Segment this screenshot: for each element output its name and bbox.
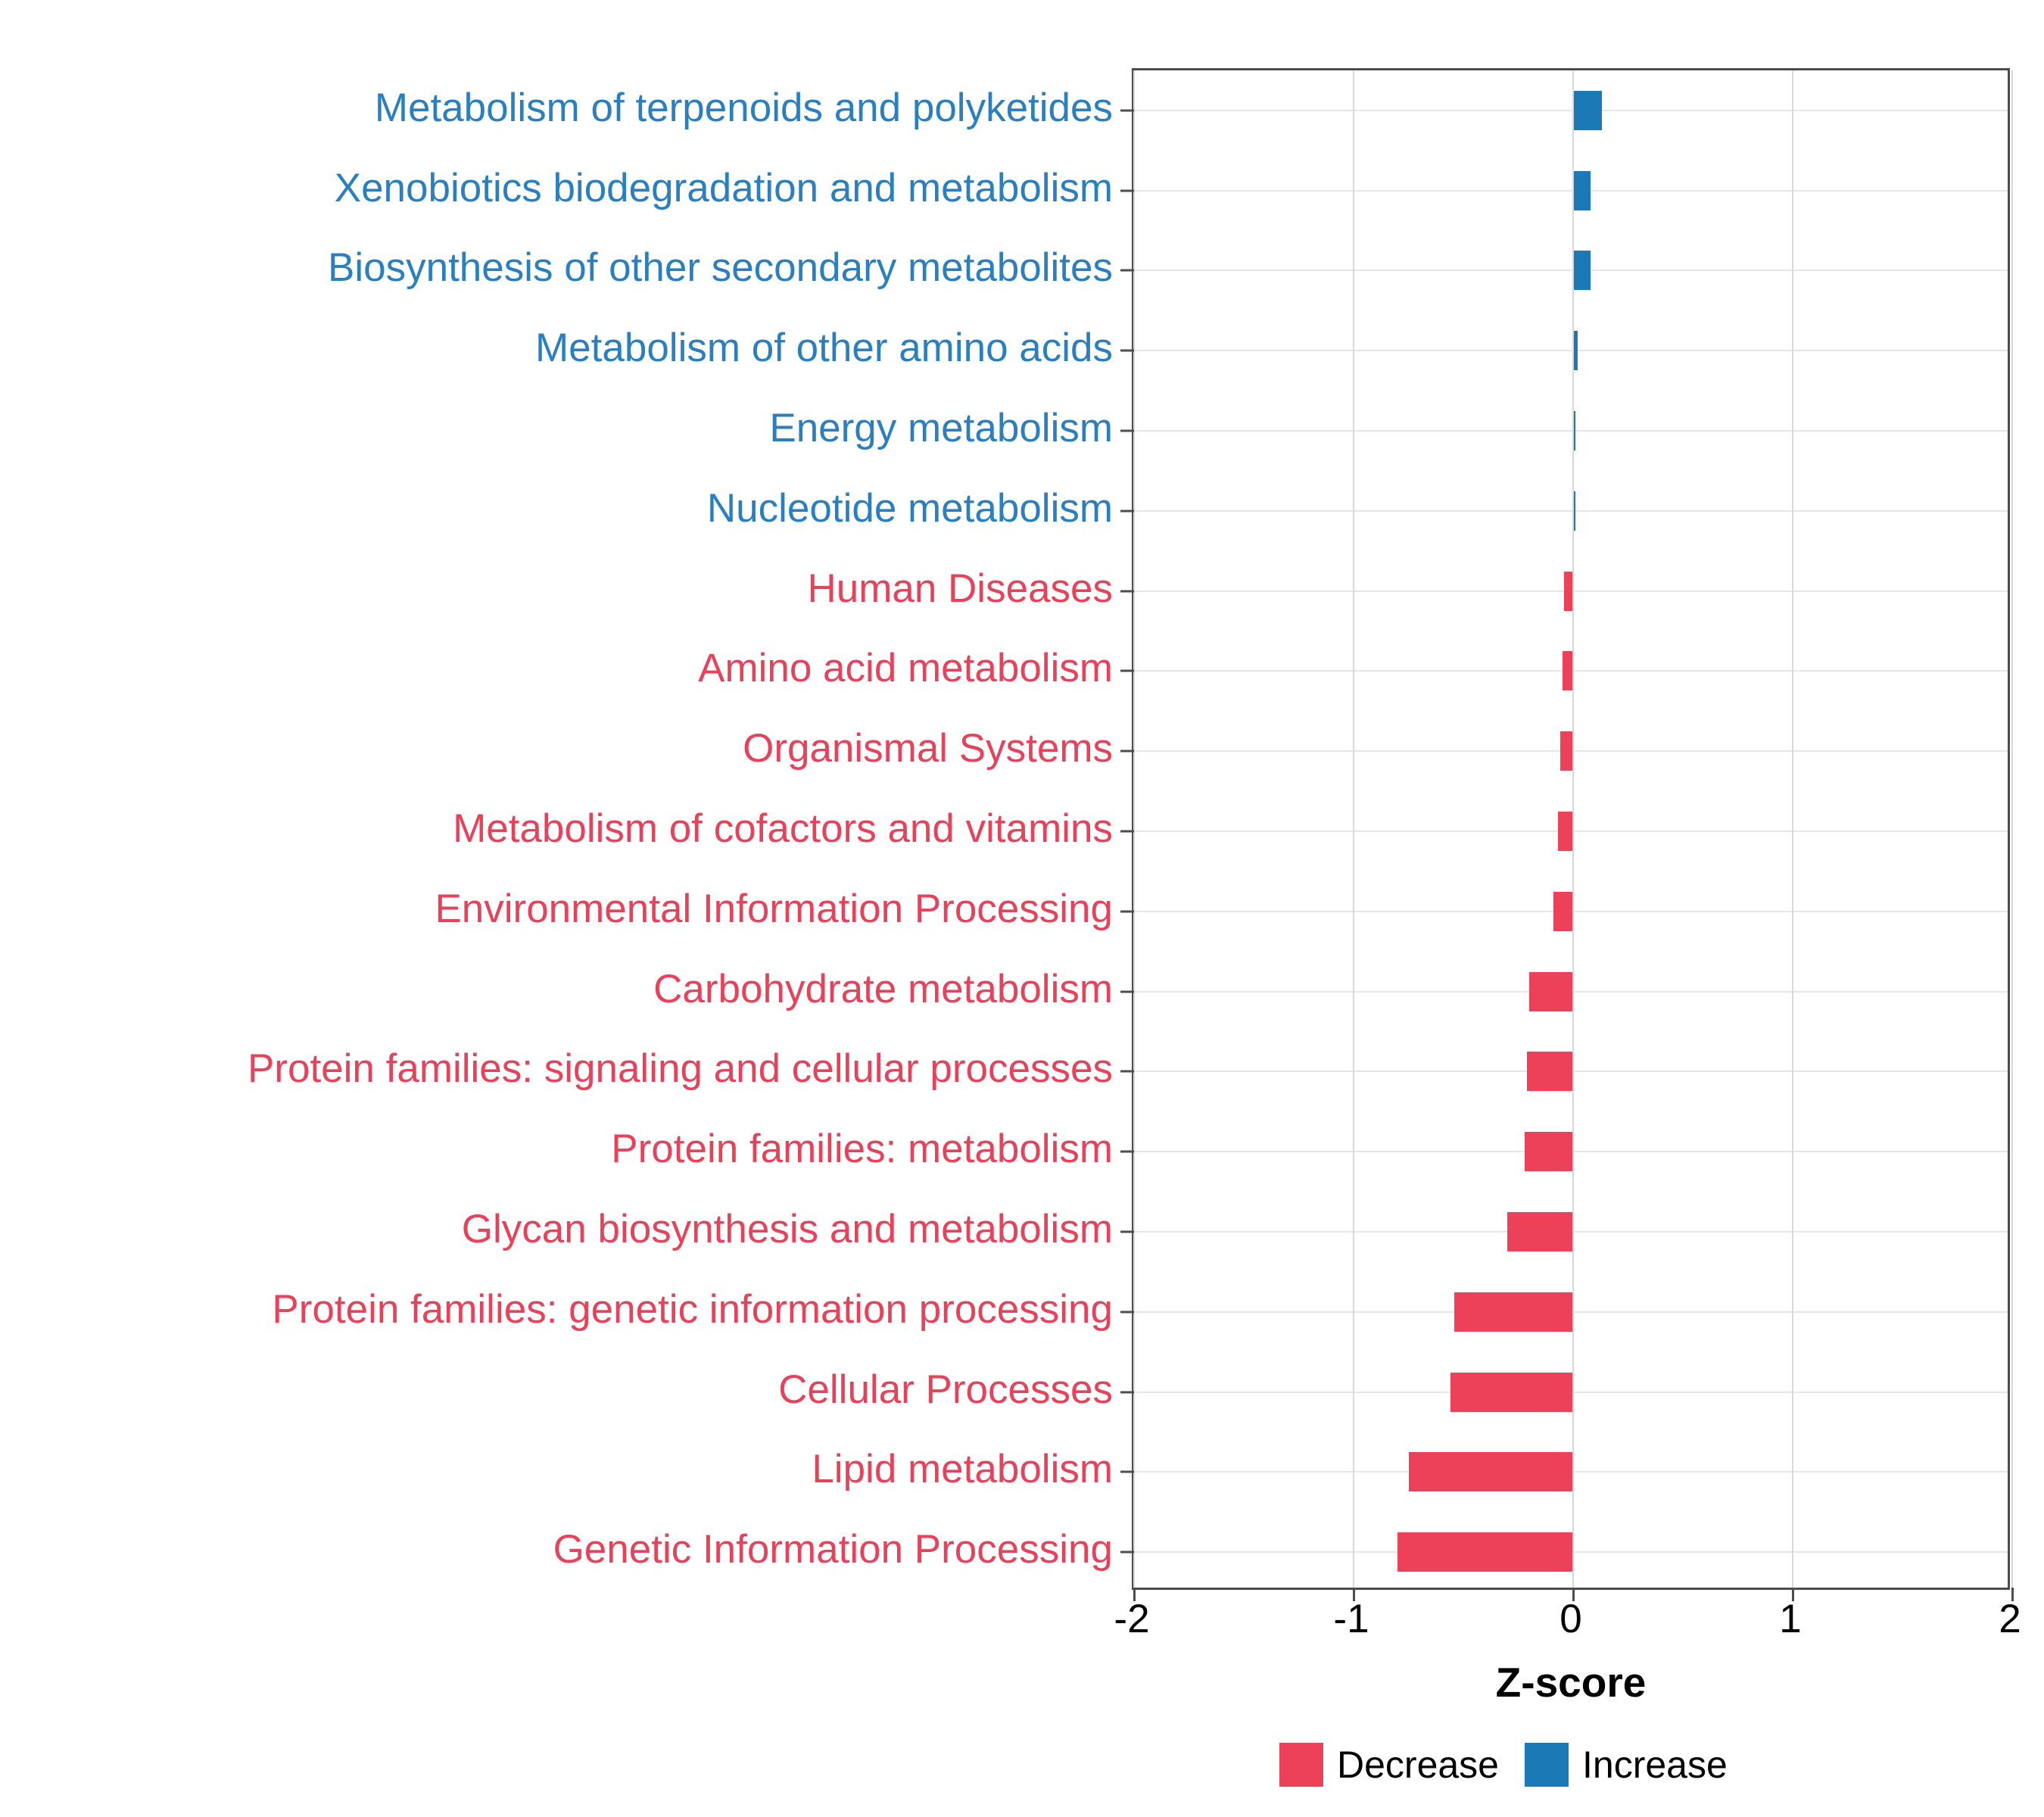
- category-label: Human Diseases: [807, 566, 1113, 611]
- category-label: Energy metabolism: [769, 406, 1113, 451]
- category-label: Glycan biosynthesis and metabolism: [461, 1206, 1113, 1251]
- category-label: Protein families: metabolism: [611, 1127, 1113, 1172]
- bar: [1507, 1212, 1573, 1251]
- y-axis-tick: [1120, 350, 1134, 352]
- bar: [1573, 171, 1591, 210]
- category-label: Metabolism of other amino acids: [535, 326, 1113, 371]
- vertical-gridline: [1133, 70, 1135, 1588]
- horizontal-gridline: [1134, 110, 2008, 111]
- y-axis-tick: [1120, 270, 1134, 272]
- y-axis-tick: [1120, 1551, 1134, 1554]
- legend-item-decrease: [1279, 1743, 1499, 1787]
- y-axis-tick: [1120, 189, 1134, 192]
- category-label: Lipid metabolism: [812, 1447, 1113, 1492]
- y-axis-tick: [1120, 510, 1134, 512]
- y-axis-tick: [1120, 109, 1134, 111]
- bar: [1573, 251, 1591, 290]
- category-label: Biosynthesis of other secondary metabolites: [328, 245, 1113, 291]
- category-label: Metabolism of terpenoids and polyketides: [374, 85, 1113, 130]
- y-axis-tick: [1120, 1311, 1134, 1313]
- y-axis-tick: [1120, 750, 1134, 753]
- category-label: Protein families: genetic information processing: [272, 1286, 1113, 1332]
- horizontal-gridline: [1134, 510, 2008, 512]
- bar: [1558, 812, 1573, 851]
- legend-label: Decrease: [1337, 1744, 1499, 1786]
- y-axis-tick: [1120, 990, 1134, 993]
- category-label: Protein families: signaling and cellular processes: [247, 1046, 1113, 1092]
- legend-item-increase: [1525, 1743, 1728, 1787]
- x-axis-tick-label: 2: [1999, 1597, 2021, 1641]
- category-label: Cellular Processes: [778, 1367, 1113, 1412]
- x-axis-tick-labels: [1114, 1596, 2021, 1649]
- vertical-gridline: [1353, 70, 1354, 1588]
- y-axis-tick: [1120, 430, 1134, 432]
- y-axis-tick: [1120, 831, 1134, 833]
- chart-legend: [1279, 1741, 1728, 1788]
- category-label: Metabolism of cofactors and vitamins: [453, 806, 1113, 851]
- category-label-column: [23, 68, 1113, 1590]
- bar: [1450, 1373, 1573, 1412]
- legend-swatch-decrease: [1279, 1743, 1323, 1787]
- y-axis-tick: [1120, 1471, 1134, 1473]
- bar: [1553, 892, 1573, 931]
- bar: [1563, 651, 1574, 690]
- plot-panel: [1132, 68, 2010, 1590]
- horizontal-gridline: [1134, 270, 2008, 271]
- y-axis-tick: [1120, 1391, 1134, 1393]
- x-axis-tick-label: 1: [1779, 1597, 1802, 1641]
- y-axis-tick: [1120, 1151, 1134, 1153]
- category-label: Organismal Systems: [743, 726, 1113, 771]
- horizontal-gridline: [1134, 190, 2008, 192]
- bar: [1525, 1132, 1573, 1171]
- category-label: Amino acid metabolism: [698, 646, 1113, 691]
- bar: [1527, 1052, 1573, 1091]
- legend-swatch-increase: [1525, 1743, 1569, 1787]
- category-label: Environmental Information Processing: [435, 886, 1113, 931]
- bar: [1560, 731, 1573, 771]
- vertical-gridline: [1792, 70, 1793, 1588]
- category-label: Carbohydrate metabolism: [653, 966, 1113, 1011]
- y-axis-tick: [1120, 910, 1134, 912]
- bar: [1529, 972, 1573, 1011]
- horizontal-gridline: [1134, 350, 2008, 351]
- x-axis-tick-label: -2: [1114, 1597, 1150, 1641]
- y-axis-tick: [1120, 1071, 1134, 1073]
- category-label: Xenobiotics biodegradation and metabolism: [334, 165, 1113, 210]
- bar: [1573, 91, 1602, 130]
- legend-label: Increase: [1582, 1744, 1728, 1786]
- category-label: Nucleotide metabolism: [706, 485, 1113, 531]
- vertical-gridline: [2011, 70, 2013, 1588]
- x-axis-title: Z-score: [1495, 1659, 1647, 1706]
- x-axis-tick-label: -1: [1333, 1597, 1369, 1641]
- bar: [1454, 1292, 1573, 1332]
- horizontal-gridline: [1134, 430, 2008, 432]
- y-axis-tick: [1120, 590, 1134, 592]
- x-axis-tick-label: 0: [1559, 1597, 1582, 1641]
- y-axis-tick: [1120, 1230, 1134, 1233]
- bar: [1409, 1452, 1574, 1491]
- y-axis-tick: [1120, 670, 1134, 672]
- zero-line: [1572, 70, 1574, 1588]
- category-label: Genetic Information Processing: [553, 1527, 1113, 1572]
- bar: [1397, 1532, 1573, 1572]
